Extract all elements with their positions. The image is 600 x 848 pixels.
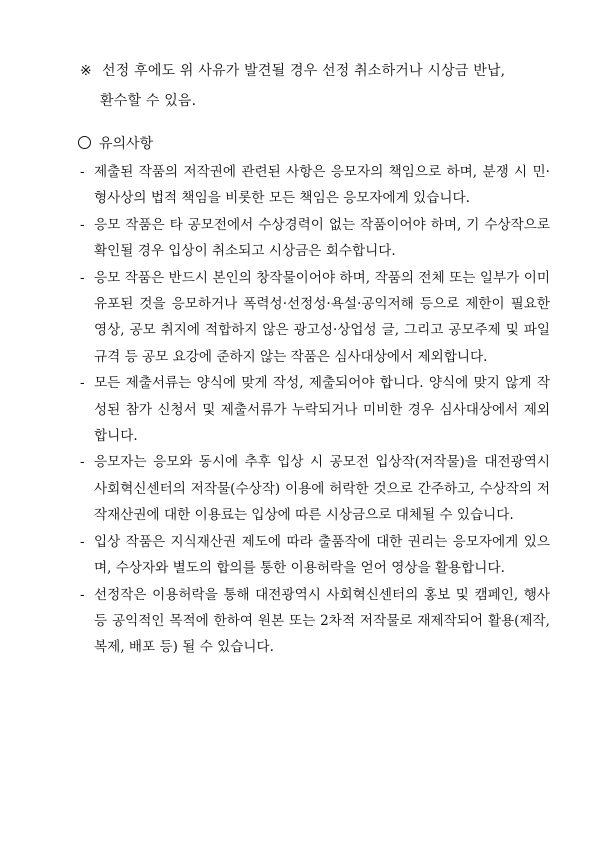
list-item-text: 응모 작품은 반드시 본인의 창작물이어야 하며, 작품의 전체 또는 일부가 이미 유포된 것을 응모하거나 폭력성·선정성·욕설·공익저해 등으로 제한이 필요한 영상, 공모 취지에 적합하지 않은 광고성·상업성 글, 그리고 공모주제 및 파일 규격 등 공모 요강에 준하지 않는 작품은 심사대상에서 제외합니다. (94, 269, 550, 365)
list-item-text: 선정작은 이용허락을 통해 대전광역시 사회혁신센터의 홍보 및 캠페인, 행사 등 공익적인 목적에 한하여 원본 또는 2차적 저작물로 재제작되어 활용(제작, 복제, 배포 등) 될 수 있습니다. (94, 586, 550, 656)
list-item-text: 응모자는 응모와 동시에 추후 입상 시 공모전 입상작(저작물)을 대전광역시 사회혁신센터의 저작물(수상작) 이용에 허락한 것으로 간주하고, 수상작의 저작재산권에 대한 이용료는 입상에 따른 시상금으로 대체될 수 있습니다. (94, 454, 550, 524)
list-item (80, 159, 550, 212)
notice-line-1 (80, 56, 560, 86)
circle-bullet-icon (78, 136, 91, 149)
section-title-text: 유의사항 (99, 136, 154, 152)
dash-bullet: - (80, 269, 85, 286)
list-item (80, 582, 550, 661)
reference-mark-icon: ※ (80, 63, 92, 79)
dash-bullet: - (80, 375, 85, 392)
list-item (80, 529, 550, 582)
list-item (80, 370, 550, 449)
notice-line-2: 환수할 수 있음. (100, 93, 197, 109)
dash-bullet: - (80, 164, 85, 180)
list-item-text: 제출된 작품의 저작권에 관련된 사항은 응모자의 책임으로 하며, 분쟁 시 민·형사상의 법적 책임을 비롯한 모든 책임은 응모자에게 있습니다. (94, 164, 550, 207)
dash-bullet: - (80, 216, 85, 233)
dash-bullet: - (80, 533, 85, 550)
notice-block (80, 56, 560, 116)
notice-text-1: 선정 후에도 위 사유가 발견될 경우 선정 취소하거나 시상금 반납, (102, 63, 506, 79)
list-item (80, 212, 550, 265)
list-item-text: 모든 제출서류는 양식에 맞게 작성, 제출되어야 합니다. 양식에 맞지 않게 작성된 참가 신청서 및 제출서류가 누락되거나 미비한 경우 심사대상에서 제외합니다. (94, 375, 550, 445)
list-item-text: 입상 작품은 지식재산권 제도에 따라 출품작에 대한 권리는 응모자에게 있으며, 수상자와 별도의 합의를 통한 이용허락을 얻어 영상을 활용합니다. (94, 533, 550, 577)
section-heading (78, 132, 153, 156)
list-item (80, 265, 550, 371)
dash-bullet: - (80, 454, 85, 471)
caution-list (80, 159, 550, 661)
list-item-text: 응모 작품은 타 공모전에서 수상경력이 없는 작품이어야 하며, 기 수상작으로 확인될 경우 입상이 취소되고 시상금은 회수합니다. (94, 216, 550, 260)
list-item (80, 449, 550, 528)
dash-bullet: - (80, 586, 85, 603)
